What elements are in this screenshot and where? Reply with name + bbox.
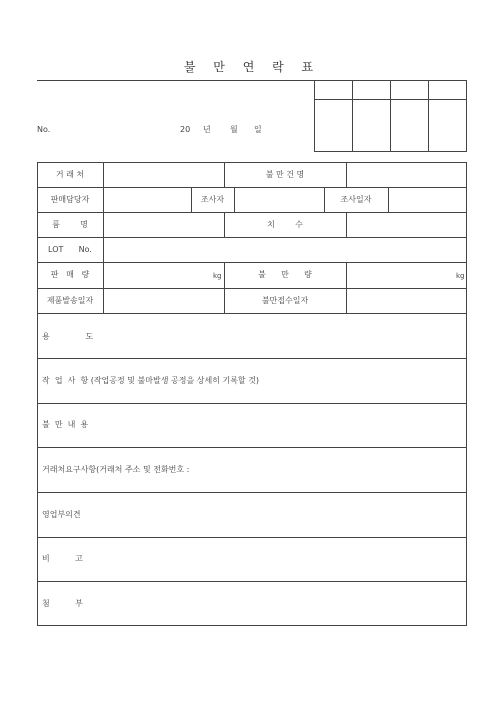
- complaint-name-label: 불 만 건 명: [265, 170, 305, 179]
- usage-label: 용 도: [42, 332, 94, 341]
- approval-col-divider-2: [390, 80, 391, 152]
- row-divider: [37, 537, 467, 538]
- ship-date-label: 제품발송일자: [46, 296, 94, 305]
- receipt-date-label: 불만접수일자: [261, 296, 309, 305]
- complaint-qty-unit: kg: [456, 272, 465, 280]
- sales-qty-unit: kg: [213, 272, 222, 280]
- complaint-detail-label: 불 만 내 용: [42, 420, 89, 429]
- product-label: 품 명: [52, 220, 88, 229]
- row-divider: [37, 288, 467, 289]
- investigation-date-label: 조사일자: [340, 195, 372, 204]
- dimension-label: 치 수: [267, 220, 303, 229]
- row-divider: [37, 262, 467, 263]
- month-label: 월: [230, 125, 238, 134]
- row-divider: [37, 187, 467, 188]
- col-divider-right: [346, 212, 347, 237]
- customer-request-label: 거래처요구사항(거래처 주소 및 전화번호 :: [42, 465, 190, 474]
- customer-label: 거 래 처: [55, 170, 85, 179]
- row-divider: [37, 492, 467, 493]
- investigator-label: 조사자: [200, 195, 225, 204]
- page-title: 불 만 연 락 표: [183, 60, 321, 74]
- work-details-label: 작 업 사 항 (작업공정 및 불마발생 공정을 상세히 기록할 것): [42, 376, 260, 385]
- row-divider: [37, 358, 467, 359]
- row-divider: [37, 403, 467, 404]
- attachment-label: 첨 부: [42, 599, 83, 608]
- sales-qty-label: 판 매 량: [50, 270, 90, 279]
- no-label: No.: [37, 125, 51, 134]
- form-table: [37, 162, 467, 626]
- col-divider-right: [346, 262, 347, 313]
- remarks-label: 비 고: [42, 554, 83, 563]
- lot-label: LOT No.: [48, 245, 92, 254]
- col-divider-label: [103, 162, 104, 313]
- year-label: 년: [203, 125, 211, 134]
- approval-col-divider-1: [352, 80, 353, 152]
- row-divider: [37, 581, 467, 582]
- col-divider-salesrep: [388, 187, 389, 212]
- approval-col-divider-3: [428, 80, 429, 152]
- row-divider: [37, 447, 467, 448]
- col-divider-right: [346, 162, 347, 187]
- complaint-qty-label: 불 만 량: [258, 270, 312, 279]
- row-divider: [37, 212, 467, 213]
- year-prefix: 20: [180, 125, 191, 134]
- day-label: 일: [254, 125, 262, 134]
- row-divider: [37, 313, 467, 314]
- sales-opinion-label: 영업부의견: [42, 510, 81, 519]
- col-divider-salesrep: [234, 187, 235, 212]
- row-divider: [37, 237, 467, 238]
- sales-rep-label: 판매담당자: [50, 195, 90, 204]
